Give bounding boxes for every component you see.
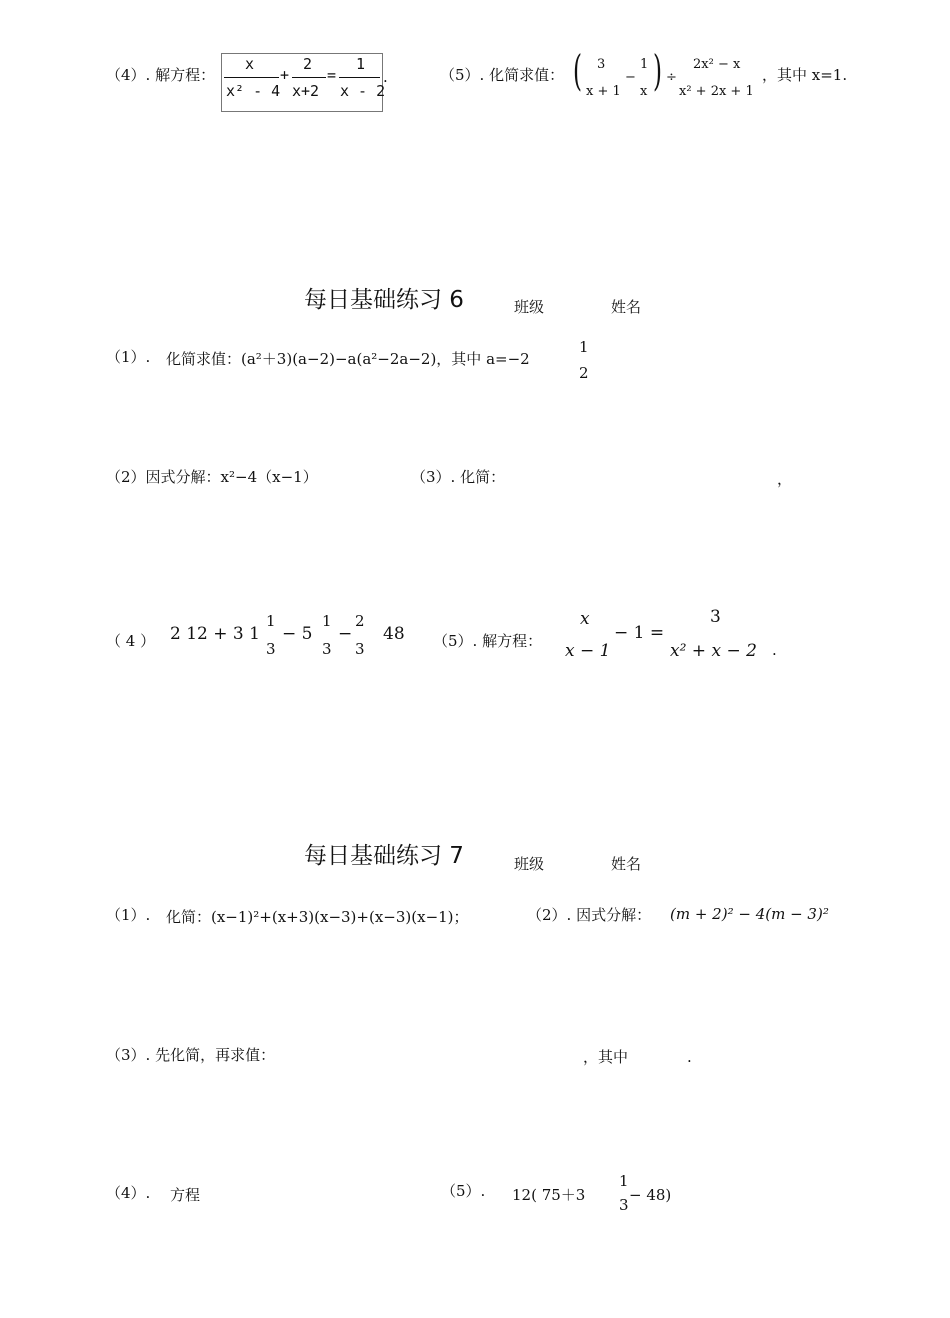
frac-b-denominator: x — [640, 84, 648, 99]
equals-sign: = — [327, 66, 337, 84]
q6-4-f2-den: 3 — [322, 640, 332, 658]
q7-1-text: 化简：(x−1)²+(x+3)(x−3)+(x−3)(x−1)； — [166, 908, 469, 926]
frac3-bar — [339, 77, 380, 78]
q7-5-label: （5）. — [441, 1182, 486, 1200]
minus-sign: − — [625, 70, 636, 85]
frac-b-numerator: 1 — [640, 57, 649, 72]
q7-4-label: （4）. — [106, 1184, 151, 1202]
frac-c-numerator: 2x² − x — [693, 57, 741, 72]
q6-5-right-num: 3 — [710, 607, 721, 627]
q7-3-end: . — [687, 1048, 692, 1066]
plus-sign: + — [280, 66, 290, 84]
q6-5-mid: − 1 = — [614, 623, 665, 643]
q6-5-right-den: x² + x − 2 — [670, 641, 757, 661]
q7-5-frac-num: 1 — [619, 1172, 629, 1190]
frac2-numerator: 2 — [303, 55, 313, 73]
q6-4-minus: − — [338, 624, 353, 644]
divide-sign: ÷ — [666, 70, 677, 85]
frac1-bar — [224, 77, 279, 78]
frac3-denominator: x - 2 — [340, 82, 386, 100]
frac1-numerator: x — [245, 55, 255, 73]
right-paren: ) — [653, 46, 663, 95]
section-6-title: 每日基础练习 6 — [304, 287, 464, 313]
q7-2-label: （2）. 因式分解： — [527, 906, 652, 924]
q6-5-left-den: x − 1 — [565, 641, 611, 661]
frac-a-denominator: x + 1 — [586, 84, 621, 99]
problem-5-label: （5）. 化简求值： — [440, 66, 565, 84]
q6-1-frac-num: 1 — [579, 338, 589, 356]
frac3-numerator: 1 — [356, 55, 366, 73]
class-label-7: 班级 — [514, 855, 545, 873]
frac2-denominator: x+2 — [292, 82, 320, 100]
q6-4-f3-num: 2 — [355, 612, 365, 630]
q6-1-text: 化简求值：(a²＋3)(a−2)−a(a²−2a−2)，其中 a=−2 — [166, 350, 530, 368]
q6-5-left-num: x — [580, 609, 590, 629]
q6-4-label: （ 4 ） — [106, 632, 156, 650]
problem-4-end: . — [383, 68, 388, 86]
name-label-7: 姓名 — [611, 855, 642, 873]
frac-a-numerator: 3 — [597, 57, 606, 72]
frac-c-denominator: x² + 2x + 1 — [679, 84, 754, 99]
q6-4-f3-den: 3 — [355, 640, 365, 658]
q7-3-label: （3）. 先化简，再求值： — [106, 1046, 276, 1064]
q6-4-expr-a: 2 12 + 3 1 — [170, 624, 260, 644]
q6-5-end: . — [772, 641, 777, 659]
q6-3-comma: ， — [777, 470, 793, 488]
q6-4-f1-num: 1 — [266, 612, 276, 630]
q7-5-expr-b: − 48) — [629, 1186, 672, 1204]
q6-1-label: （1）. — [106, 348, 151, 366]
q6-4-f1-den: 3 — [266, 640, 276, 658]
q7-2-expr: (m + 2)² − 4(m − 3)² — [670, 905, 829, 923]
q6-3-label: （3）. 化简： — [411, 468, 506, 486]
q7-1-label: （1）. — [106, 906, 151, 924]
q6-1-frac-den: 2 — [579, 364, 589, 382]
name-label: 姓名 — [611, 298, 642, 316]
q6-2-text: （2）因式分解：x²−4（x−1） — [106, 468, 318, 486]
frac2-bar — [292, 77, 326, 78]
q7-3-mid: ，其中 — [583, 1048, 629, 1066]
section-7-title: 每日基础练习 7 — [304, 843, 464, 869]
problem-5-tail: ，其中 x=1. — [762, 66, 848, 84]
q6-5-label: （5）. 解方程： — [433, 632, 543, 650]
left-paren: ( — [573, 46, 583, 95]
q6-4-expr-c: 48 — [383, 624, 405, 644]
q6-4-expr-b: − 5 — [282, 624, 313, 644]
problem-4-label: （4）. 解方程： — [106, 66, 216, 84]
q7-4-text: 方程 — [170, 1186, 201, 1204]
class-label: 班级 — [514, 298, 545, 316]
q7-5-frac-den: 3 — [619, 1196, 629, 1214]
q7-5-expr-a: 12( 75＋3 — [512, 1186, 586, 1204]
q6-4-f2-num: 1 — [322, 612, 332, 630]
frac1-denominator: x² - 4 — [226, 82, 281, 100]
